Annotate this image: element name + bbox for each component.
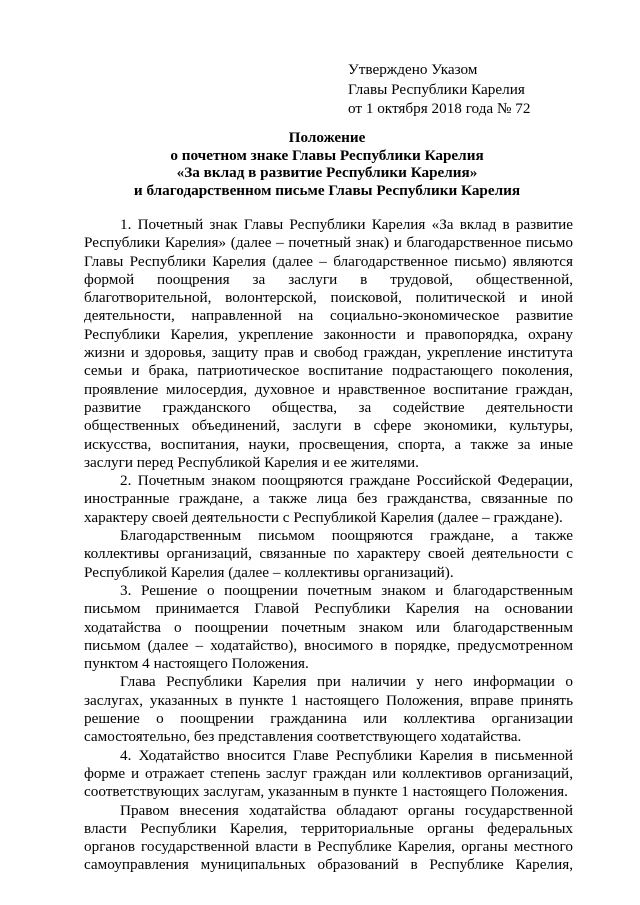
body-line: развитие гражданского общества, за содействие деятельности — [84, 398, 573, 416]
body-line: общественных объединений, заслуги в сфере экономики, культуры, — [84, 417, 573, 435]
body-line: семьи и брака, патриотическое воспитание подрастающего поколения, — [84, 362, 573, 380]
document-title — [60, 129, 594, 199]
body-line: Республики Карелия» (далее – почетный знак) и благодарственное письмо — [84, 234, 573, 252]
title-line-2: о почетном знаке Главы Республики Карелия — [170, 146, 484, 164]
body-line: 4. Ходатайство вносится Главе Республики Карелия в письменной — [120, 746, 573, 764]
body-line: заслугах, указанных в пункте 1 настоящего Положения, вправе принять — [84, 691, 573, 709]
body-line: самоуправления муниципальных образований в Республике Карелия, — [84, 856, 573, 874]
body-line: органов государственной власти в Республике Карелия, органы местного — [84, 838, 573, 856]
body-line: искусства, воспитания, науки, просвещения, спорта, а также за иные — [84, 435, 573, 453]
body-line: благотворительной, волонтерской, поисковой, политической и иной — [84, 289, 573, 307]
body-line: проявление милосердия, духовное и нравственное воспитание граждан, — [84, 380, 573, 398]
body-line: формой поощрения за заслуги в трудовой, общественной, — [84, 270, 573, 288]
body-line: иностранные граждане, а также лица без гражданства, связанные по — [84, 490, 573, 508]
body-line: решение о поощрении гражданина или коллектива организации — [84, 710, 573, 728]
title-line-1: Положение — [288, 129, 366, 146]
body-line: коллективы организаций, связанные по характеру своей деятельности с — [84, 545, 573, 563]
body-line: власти Республики Карелия, территориальные органы федеральных — [84, 819, 573, 837]
body-line: 2. Почетным знаком поощряются граждане Российской Федерации, — [120, 472, 573, 490]
body-line: форме и отражает степень заслуг граждан или коллективов организаций, — [84, 764, 573, 782]
body-line: Благодарственным письмом поощряются граждане, а также — [120, 527, 573, 545]
title-line-3: «За вклад в развитие Республики Карелия» — [176, 164, 478, 181]
body-line: ходатайства о поощрении почетным знаком или благодарственным — [84, 618, 573, 636]
body-line: Республики Карелия, укрепление законности и правопорядка, охрану — [84, 325, 573, 343]
body-line: деятельности, направленной на социально-экономическое развитие — [84, 307, 573, 325]
body-line: письмом (далее – ходатайство), вносимого в порядке, предусмотренном — [84, 636, 573, 654]
document-body — [84, 216, 573, 875]
body-line: письмом принимается Главой Республики Карелия на основании — [84, 600, 573, 618]
body-line: жизни и здоровья, защиту прав и свобод граждан, укрепление института — [84, 344, 573, 362]
approval-line-1: Утверждено Указом — [348, 61, 478, 78]
body-line: Республикой Карелия (далее – коллективы организаций). — [84, 563, 454, 581]
body-line: 1. Почетный знак Главы Республики Карелия «За вклад в развитие — [120, 216, 573, 233]
approval-line-3: от 1 октября 2018 года № 72 — [348, 100, 531, 117]
title-line-4: и благодарственном письме Главы Республики Карелия — [133, 181, 521, 199]
body-line: соответствующих заслугам, указанным в пункте 1 настоящего Положения. — [84, 783, 568, 801]
body-line: пунктом 4 настоящего Положения. — [84, 655, 309, 673]
approval-stamp — [348, 60, 588, 119]
body-line: характеру своей деятельности с Республикой Карелия (далее – граждане). — [84, 508, 563, 526]
body-line: Главы Республики Карелия (далее – благодарственное письмо) являются — [84, 252, 573, 270]
body-line: Правом внесения ходатайства обладают органы государственной — [120, 801, 573, 819]
body-line: 3. Решение о поощрении почетным знаком и благодарственным — [120, 581, 573, 599]
body-line: заслуги перед Республикой Карелия и ее жителями. — [84, 453, 419, 471]
approval-line-2: Главы Республики Карелия — [348, 80, 525, 98]
body-line: самостоятельно, без представления соответствующего ходатайства. — [84, 728, 522, 746]
body-line: Глава Республики Карелия при наличии у него информации о — [120, 673, 573, 691]
